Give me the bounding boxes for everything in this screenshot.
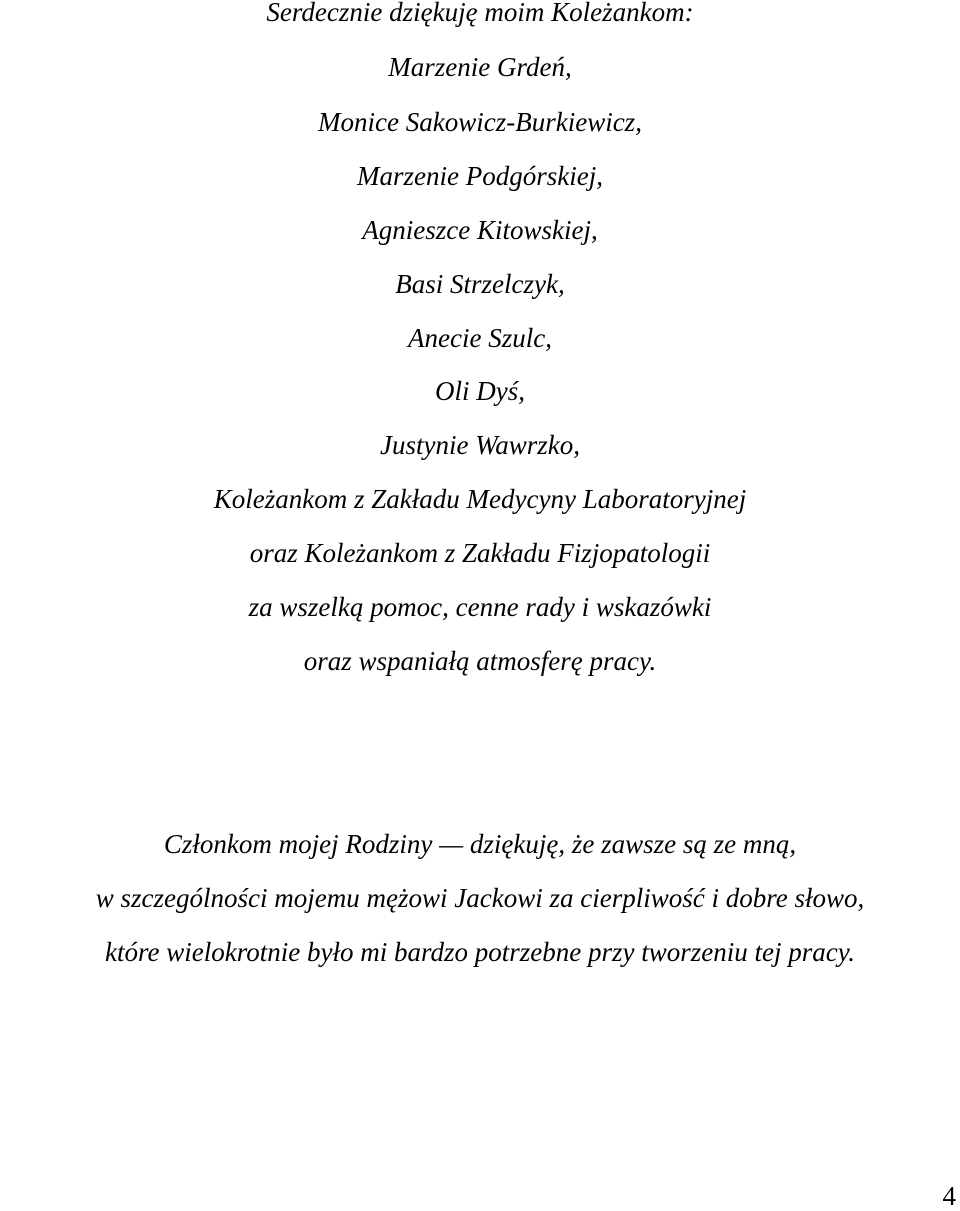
colleagues-line-9: Justynie Wawrzko, xyxy=(380,430,580,460)
colleagues-line-3: Monice Sakowicz-Burkiewicz, xyxy=(318,107,642,137)
colleagues-line-13: oraz wspaniałą atmosferę pracy. xyxy=(303,646,657,676)
colleagues-line-12: za wszelką pomoc, cenne rady i wskazówki xyxy=(248,592,712,622)
colleagues-line-1: Serdecznie dziękuję moim Koleżankom: xyxy=(266,0,694,27)
family-line-3: które wielokrotnie było mi bardzo potrzebne przy tworzeniu tej pracy. xyxy=(105,937,855,967)
colleagues-line-10: Koleżankom z Zakładu Medycyny Laboratoryjnej xyxy=(213,484,747,514)
colleagues-line-11: oraz Koleżankom z Zakładu Fizjopatologii xyxy=(249,538,711,568)
page-number: 4 xyxy=(942,1181,956,1211)
colleagues-line-5: Agnieszce Kitowskiej, xyxy=(362,215,598,245)
colleagues-line-6: Basi Strzelczyk, xyxy=(395,269,565,299)
family-line-1: Członkom mojej Rodziny — dziękuję, że zawsze są ze mną, xyxy=(163,829,797,859)
colleagues-line-4: Marzenie Podgórskiej, xyxy=(357,161,603,191)
colleagues-line-2: Marzenie Grdeń, xyxy=(388,52,572,82)
colleagues-line-8: Oli Dyś, xyxy=(435,376,525,406)
family-line-2: w szczególności mojemu mężowi Jackowi za cierpliwość i dobre słowo, xyxy=(95,883,865,913)
colleagues-line-7: Anecie Szulc, xyxy=(408,323,552,353)
